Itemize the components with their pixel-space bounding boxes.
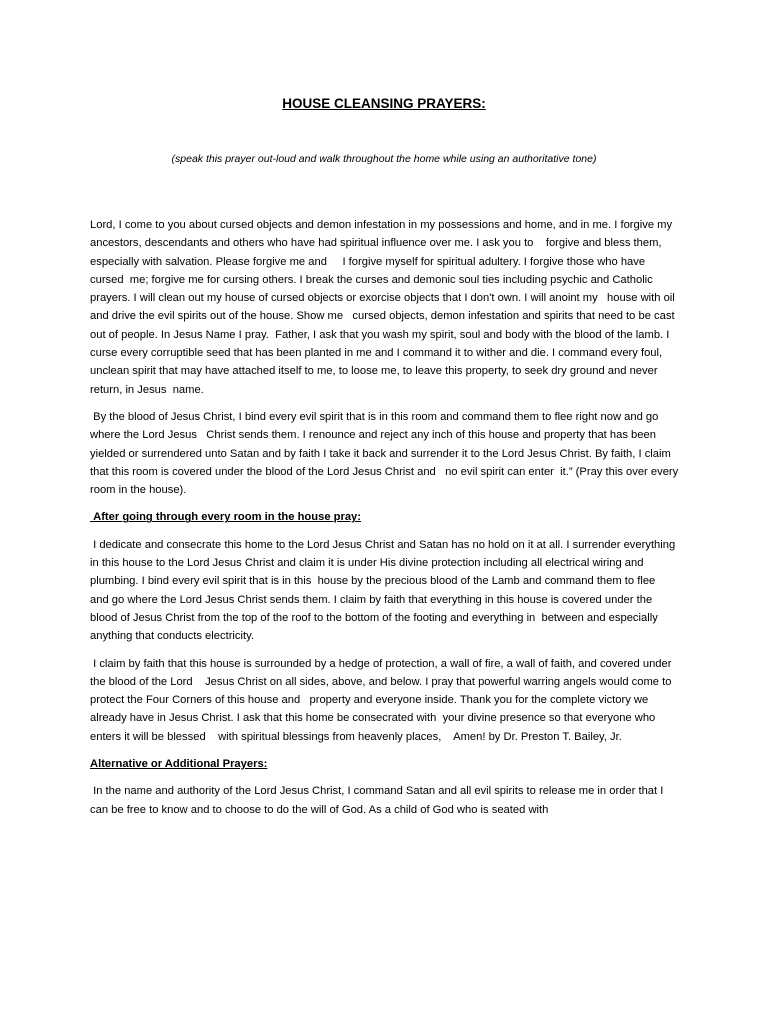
document-subtitle: (speak this prayer out-loud and walk throughout the home while using an authoritative tone) (171, 153, 597, 165)
paragraph-dedication: I dedicate and consecrate this home to the Lord Jesus Christ and Satan has no hold on it at all. I surrender everything in this house to the Lord Jesus Christ and claim it is under His divine protection including all electrical wiring and plumbing. I bind every evil spirit that is in this house by the precious blood of the Lamb and command them to flee and go where the Lord Jesus Christ sends them. I claim by faith that everything in this house is covered under the blood of Jesus Christ from the top of the roof to the bottom of the footing and everything in between and especially anything that conducts electricity. (90, 538, 679, 643)
paragraph-command-satan: In the name and authority of the Lord Jesus Christ, I command Satan and all evil spirits to release me in order that I can be free to know and to choose to do the will of God. As a child of God who is seated with (90, 785, 667, 816)
heading-alternative-prayers: Alternative or Additional Prayers: (90, 758, 268, 771)
document-body (90, 216, 680, 828)
paragraph-blood-of-jesus: By the blood of Jesus Christ, I bind every evil spirit that is in this room and command them to flee right now and go where the Lord Jesus Christ sends them. I renounce and reject any inch of this house and property that has been yielded or surrendered unto Satan and by faith I take it back and surrender it to the Lord Jesus Christ. By faith, I claim that this room is covered under the blood of the Lord Jesus Christ and no evil spirit can enter it.” (Pray this over every room in the house). (90, 410, 682, 497)
document-title: HOUSE CLEANSING PRAYERS: (282, 96, 486, 111)
paragraph-opening-prayer: Lord, I come to you about cursed objects and demon infestation in my possessions and home, and in me. I forgive my ancestors, descendants and others who have had spiritual influence over me. I ask you to forgive and bless them, especially with salvation. Please forgive me and I forgive myself for spiritual adultery. I forgive those who have cursed me; forgive me for cursing others. I break the curses and demonic soul ties including psychic and Catholic prayers. I will clean out my house of cursed objects or exorcise objects that I don't own. I will anoint my house with oil and drive the evil spirits out of the house. Show me cursed objects, demon infestation and spirits that need to be cast out of people. In Jesus Name I pray. Father, I ask that you wash my spirit, soul and body with the blood of the lamb. I curse every corruptible seed that has been planted in me and I command it to wither and die. I command every foul, unclean spirit that may have attached itself to me, to loose me, to leave this property, to seek dry ground and never return, in Jesus name. (90, 219, 678, 396)
heading-after-rooms: After going through every room in the house pray: (90, 511, 362, 524)
paragraph-hedge-of-protection: I claim by faith that this house is surrounded by a hedge of protection, a wall of fire, a wall of faith, and covered under the blood of the Lord Jesus Christ on all sides, above, and below. I pray that powerful warring angels would come to protect the Four Corners of this house and property and everyone inside. Thank you for the complete victory we already have in Jesus Christ. I ask that this home be consecrated with your divine presence so that everyone who enters it will be blessed with spiritual blessings from heavenly places, Amen! by Dr. Preston T. Bailey, Jr. (90, 657, 675, 743)
